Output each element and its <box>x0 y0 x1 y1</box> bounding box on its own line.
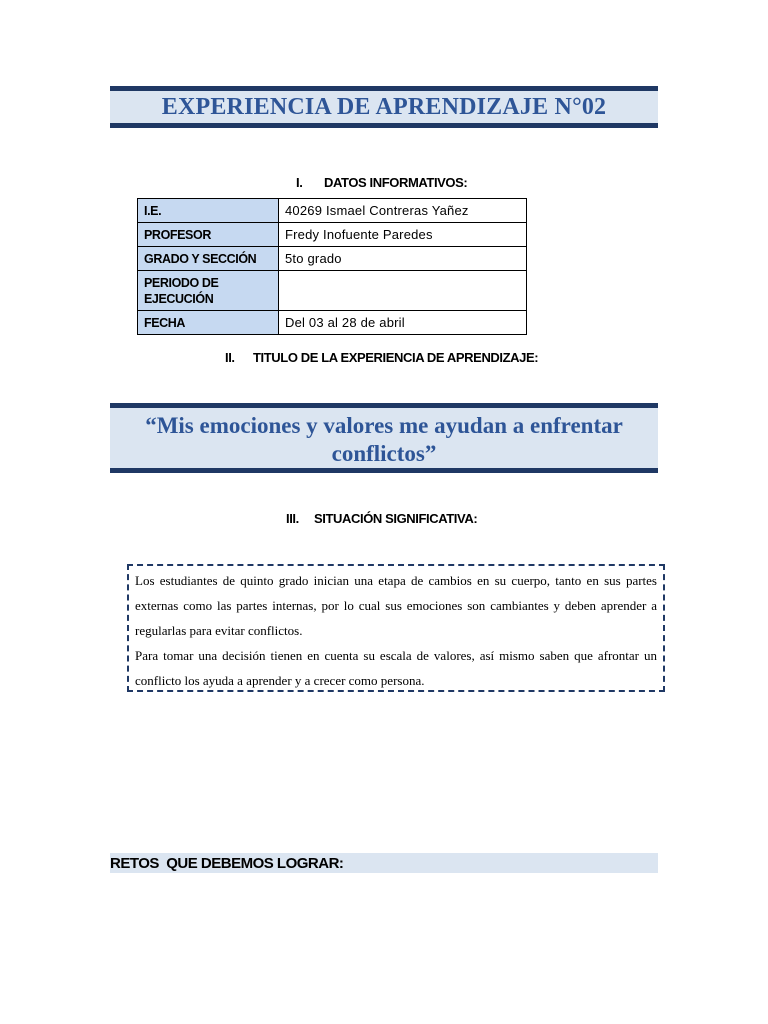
section-title: DATOS INFORMATIVOS: <box>324 175 468 190</box>
experience-title: “Mis emociones y valores me ayudan a enfrentar conflictos” <box>145 413 623 466</box>
retos-heading-bar <box>110 853 658 873</box>
document-title: EXPERIENCIA DE APRENDIZAJE N°02 <box>161 94 607 120</box>
table-value-fecha: Del 03 al 28 de abril <box>279 311 527 335</box>
experience-title-banner <box>110 403 658 473</box>
section-title: TITULO DE LA EXPERIENCIA DE APRENDIZAJE: <box>253 350 539 365</box>
table-row <box>138 247 527 271</box>
table-label-grado: GRADO Y SECCIÓN <box>138 247 279 271</box>
section-heading-situacion <box>286 511 477 526</box>
table-value-periodo <box>279 271 527 311</box>
info-table <box>137 198 527 335</box>
table-label-periodo: PERIODO DE EJECUCIÓN <box>138 271 279 311</box>
table-row <box>138 271 527 311</box>
table-label-ie: I.E. <box>138 199 279 223</box>
section-number: II. <box>225 350 235 365</box>
document-title-banner <box>110 86 658 128</box>
section-title: SITUACIÓN SIGNIFICATIVA: <box>314 511 478 526</box>
section-heading-datos <box>296 175 467 190</box>
table-value-grado: 5to grado <box>279 247 527 271</box>
table-row <box>138 223 527 247</box>
table-row <box>138 199 527 223</box>
section-heading-titulo <box>225 350 538 365</box>
table-label-fecha: FECHA <box>138 311 279 335</box>
situation-paragraph: Para tomar una decisión tienen en cuenta su escala de valores, así mismo saben que afrontar un conflicto los ayuda a aprender y a crecer como persona. <box>135 648 657 688</box>
section-number: I. <box>296 175 303 190</box>
table-label-profesor: PROFESOR <box>138 223 279 247</box>
retos-heading: RETOS QUE DEBEMOS LOGRAR: <box>110 855 344 872</box>
table-row <box>138 311 527 335</box>
situation-text-box <box>127 564 665 692</box>
situation-paragraph: Los estudiantes de quinto grado inician una etapa de cambios en su cuerpo, tanto en sus partes externas como las partes internas, por lo cual sus emociones son cambiantes y deben aprender a regularlas para evitar conflictos. <box>135 573 657 638</box>
section-number: III. <box>286 511 299 526</box>
table-value-ie: 40269 Ismael Contreras Yañez <box>279 199 527 223</box>
table-value-profesor: Fredy Inofuente Paredes <box>279 223 527 247</box>
